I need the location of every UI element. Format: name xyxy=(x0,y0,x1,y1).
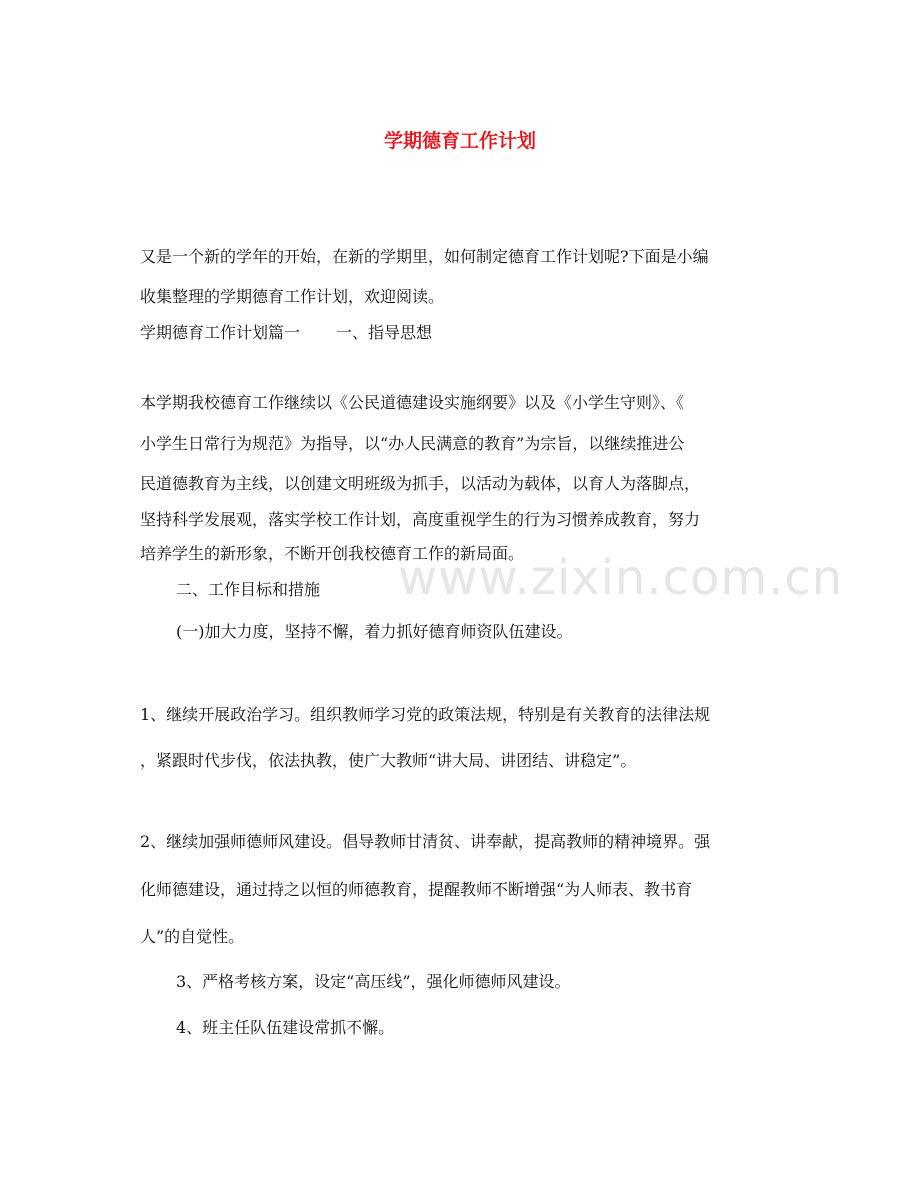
item-3: 3、严格考核方案，设定“高压线”，强化师德师风建设。 xyxy=(176,972,571,991)
subheading-plan-title: 学期德育工作计划篇一 xyxy=(140,323,301,342)
guiding-line-5: 培养学生的新形象，不断开创我校德育工作的新局面。 xyxy=(140,544,525,563)
subheading-guiding-thought: 一、指导思想 xyxy=(336,323,433,342)
intro-line-1: 又是一个新的学年的开始，在新的学期里，如何制定德育工作计划呢?下面是小编 xyxy=(140,247,709,266)
item-1-line-1: 1、继续开展政治学习。组织教师学习党的政策法规，特别是有关教育的法律法规 xyxy=(140,705,711,724)
subheading xyxy=(140,321,784,345)
document-title: 学期德育工作计划 xyxy=(383,130,536,152)
item-a: (一)加大力度，坚持不懈，着力抓好德育师资队伍建设。 xyxy=(176,622,573,641)
intro-line-2: 收集整理的学期德育工作计划，欢迎阅读。 xyxy=(140,287,445,306)
item-4: 4、班主任队伍建设常抓不懈。 xyxy=(176,1018,395,1037)
watermark: www.zixin.com.cn xyxy=(398,550,844,606)
guiding-line-2: 小学生日常行为规范》为指导，以“办人民满意的教育”为宗旨，以继续推进公 xyxy=(140,434,685,453)
item-2-line-3: 人”的自觉性。 xyxy=(140,927,245,946)
item-2-line-2: 化师德建设，通过持之以恒的师德教育，提醒教师不断增强“为人师表、教书育 xyxy=(140,880,693,899)
item-1-line-2: ，紧跟时代步伐，依法执教，使广大教师“讲大局、讲团结、讲稳定”。 xyxy=(140,751,637,770)
guiding-line-3: 民道德教育为主线，以创建文明班级为抓手，以活动为载体，以育人为落脚点， xyxy=(140,474,701,493)
guiding-line-4: 坚持科学发展观，落实学校工作计划，高度重视学生的行为习惯养成教育，努力 xyxy=(140,510,701,529)
item-2-line-1: 2、继续加强师德师风建设。倡导教师甘清贫、讲奉献，提高教师的精神境界。强 xyxy=(140,832,711,851)
section-heading-2: 二、工作目标和措施 xyxy=(176,580,321,599)
guiding-line-1: 本学期我校德育工作继续以《公民道德建设实施纲要》以及《小学生守则》、《 xyxy=(140,393,685,412)
